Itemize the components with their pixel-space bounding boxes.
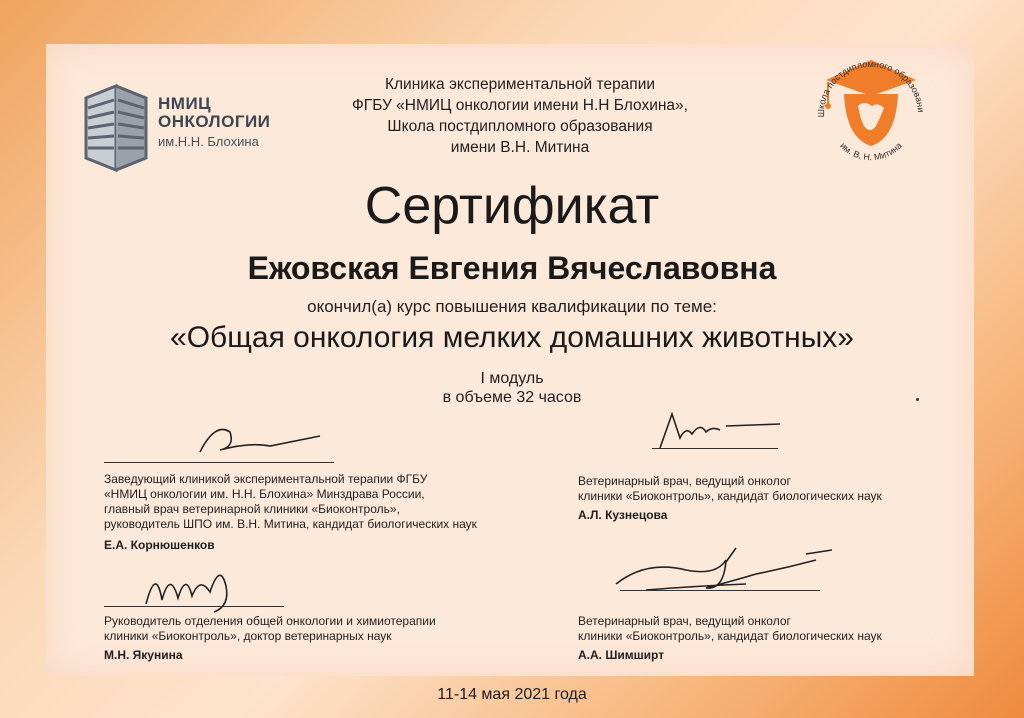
signatory-4-position-line: Ветеринарный врач, ведущий онколог — [578, 614, 791, 628]
org-line-2: ФГБУ «НМИЦ онкологии имени Н.Н Блохина», — [352, 97, 688, 114]
logo-text-line1: НМИЦ — [158, 94, 212, 113]
signatory-1-position-line: Заведующий клиникой экспериментальной терапии ФГБУ — [104, 472, 428, 486]
signatory-3-position-line: Руководитель отделения общей онкологии и химиотерапии — [104, 614, 436, 628]
signatory-1-position-line: руководитель ШПО им. В.Н. Митина, кандидат биологических наук — [104, 517, 477, 531]
signatory-4-position — [578, 614, 958, 644]
school-arc-bottom-text: им. В. Н. Митина — [838, 140, 904, 163]
course-dates: 11-14 мая 2021 года — [437, 686, 587, 703]
signature-line-1 — [104, 462, 334, 463]
signature-shimshirt — [606, 540, 846, 610]
signatory-1-name: Е.А. Корнюшенков — [104, 538, 215, 552]
signature-kuznetsova — [650, 404, 800, 454]
signatory-2-name: А.Л. Кузнецова — [578, 508, 668, 522]
signatory-3-position — [104, 614, 544, 644]
org-line-4: имени В.Н. Митина — [450, 139, 590, 156]
signature-yakunina — [140, 556, 250, 616]
signatory-1-position-line: «НМИЦ онкологии им. Н.Н. Блохина» Минздрава России, — [104, 487, 425, 501]
signature-kornyushenkov — [190, 412, 340, 462]
completion-text: окончил(а) курс повышения квалификации по теме: — [307, 297, 717, 316]
nmic-building-icon — [76, 78, 156, 178]
school-logo — [806, 46, 936, 176]
org-line-1: Клиника экспериментальной терапии — [384, 76, 656, 93]
signatory-1-position-line: главный врач ветеринарной клиники «Биоконтроль», — [104, 502, 400, 516]
signatory-2-position-line: клиники «Биоконтроль», кандидат биологических наук — [578, 489, 882, 503]
org-line-3: Школа постдипломного образования — [387, 118, 653, 135]
signature-line-3 — [104, 606, 284, 607]
signatory-2-position — [578, 474, 958, 504]
recipient-name: Ежовская Евгения Вячеславовна — [247, 250, 777, 286]
signatory-3-name: М.Н. Якунина — [104, 648, 183, 662]
signature-line-4 — [620, 590, 820, 591]
organization-header — [300, 74, 740, 158]
school-emblem-icon — [806, 46, 936, 176]
signatory-3-position-line: клиники «Биоконтроль», доктор ветеринарных наук — [104, 629, 392, 643]
course-volume: в объеме 32 часов — [442, 389, 582, 406]
logo-text-line2: ОНКОЛОГИИ — [158, 112, 271, 131]
signature-line-2 — [652, 448, 778, 449]
course-title: «Общая онкология мелких домашних животных» — [170, 321, 854, 354]
school-arc-top-text: Школа постдипломного образовани — [815, 58, 927, 118]
signatory-2-position-line: Ветеринарный врач, ведущий онколог — [578, 474, 791, 488]
course-module: I модуль — [480, 370, 544, 387]
logo-text-line3: им.Н.Н. Блохина — [158, 134, 259, 149]
signatory-4-position-line: клиники «Биоконтроль», кандидат биологических наук — [578, 629, 882, 643]
nmic-oncology-logo — [76, 78, 276, 178]
signatory-1-position — [104, 472, 544, 532]
decorative-dot — [916, 398, 919, 401]
certificate-title: Сертификат — [364, 177, 660, 235]
signatory-4-name: А.А. Шимширт — [578, 648, 665, 662]
